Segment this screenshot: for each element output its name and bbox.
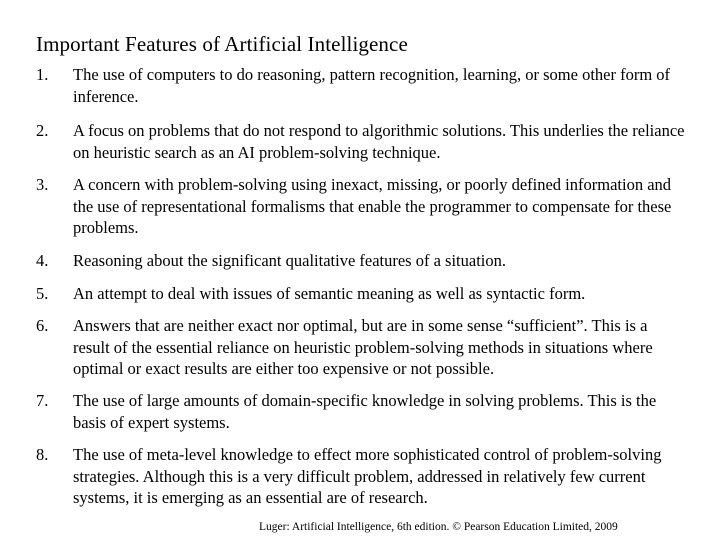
list-item (36, 120, 686, 163)
list-item (36, 174, 686, 239)
item-number: 2. (36, 121, 49, 140)
item-text: Reasoning about the significant qualitative features of a situation. (73, 251, 507, 270)
list-item (36, 444, 686, 509)
item-text: Answers that are neither exact nor optimal, but are in some sense “sufficient”. This is a result of the essential reliance on heuristic problem-solving methods in situations where optimal or exact results are either too expensive or not possible. (73, 316, 653, 379)
slide-title: Important Features of Artificial Intelligence (36, 32, 408, 56)
list-item (36, 283, 686, 305)
list-item (36, 315, 686, 380)
list-item (36, 64, 686, 107)
item-number: 7. (36, 391, 49, 410)
item-text: A concern with problem-solving using inexact, missing, or poorly defined information and the use of representational formalisms that enable the programmer to compensate for these problems. (73, 175, 672, 238)
item-number: 6. (36, 316, 49, 335)
item-text: A focus on problems that do not respond to algorithmic solutions. This underlies the reliance on heuristic search as an AI problem-solving technique. (73, 121, 685, 162)
item-number: 5. (36, 284, 49, 303)
list-item (36, 250, 686, 272)
list-item (36, 390, 686, 433)
copyright-footer: Luger: Artificial Intelligence, 6th edition. © Pearson Education Limited, 2009 (259, 521, 618, 533)
item-text: The use of meta-level knowledge to effect more sophisticated control of problem-solving strategies. Although this is a very difficult problem, addressed in relatively few current systems, it is emerging as an essential are of research. (73, 445, 662, 508)
item-number: 4. (36, 251, 49, 270)
item-number: 3. (36, 175, 49, 194)
item-number: 8. (36, 445, 49, 464)
item-text: An attempt to deal with issues of semantic meaning as well as syntactic form. (73, 284, 586, 303)
item-text: The use of large amounts of domain-specific knowledge in solving problems. This is the basis of expert systems. (73, 391, 657, 432)
item-number: 1. (36, 65, 49, 84)
item-text: The use of computers to do reasoning, pattern recognition, learning, or some other form of inference. (73, 65, 671, 106)
